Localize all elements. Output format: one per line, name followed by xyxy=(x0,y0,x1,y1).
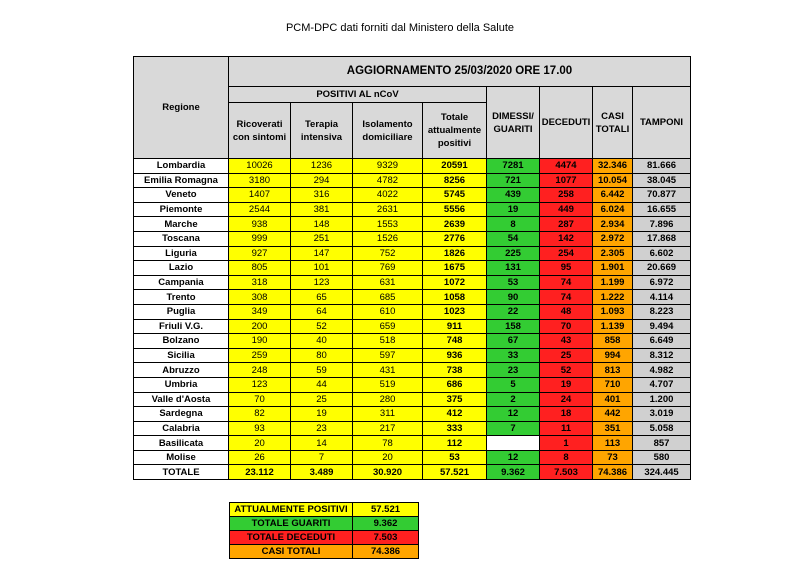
cell-regione: Emilia Romagna xyxy=(134,173,229,188)
cell-casi: 113 xyxy=(593,436,633,451)
cell-terapia: 101 xyxy=(291,261,353,276)
cell-casi: 1.139 xyxy=(593,319,633,334)
cell-dimessi: 19 xyxy=(487,202,540,217)
cell-tamponi: 9.494 xyxy=(633,319,691,334)
cell-isolamento: 1553 xyxy=(353,217,423,232)
source-caption: PCM-DPC dati forniti dal Ministero della Salute xyxy=(285,22,515,34)
cell-terapia: 65 xyxy=(291,290,353,305)
cell-terapia: 59 xyxy=(291,363,353,378)
cell-casi: 6.442 xyxy=(593,188,633,203)
cell-ricoverati: 308 xyxy=(229,290,291,305)
cell-tamponi: 38.045 xyxy=(633,173,691,188)
header-positivi: POSITIVI AL nCoV xyxy=(229,87,487,103)
cell-tamponi: 8.223 xyxy=(633,304,691,319)
cell-casi: 2.305 xyxy=(593,246,633,261)
cell-totale: 375 xyxy=(423,392,487,407)
cell-tamponi: 1.200 xyxy=(633,392,691,407)
cell-totale: 5745 xyxy=(423,188,487,203)
cell-deceduti: 11 xyxy=(540,421,593,436)
table-row xyxy=(134,348,691,363)
cell-dimessi: 12 xyxy=(487,407,540,422)
cell-totale: 748 xyxy=(423,334,487,349)
cell-ricoverati: 190 xyxy=(229,334,291,349)
summary-row xyxy=(230,545,419,559)
cell-tamponi: 3.019 xyxy=(633,407,691,422)
cell-deceduti: 142 xyxy=(540,231,593,246)
cell-tamponi: 6.602 xyxy=(633,246,691,261)
table-row xyxy=(134,363,691,378)
cell-ricoverati: 3180 xyxy=(229,173,291,188)
cell-totale: 2776 xyxy=(423,231,487,246)
cell-dimessi: 54 xyxy=(487,231,540,246)
cell-casi: 2.934 xyxy=(593,217,633,232)
cell-terapia: 294 xyxy=(291,173,353,188)
cell-totale: 1072 xyxy=(423,275,487,290)
table-row xyxy=(134,304,691,319)
cell-dimessi: 439 xyxy=(487,188,540,203)
cell-regione: Basilicata xyxy=(134,436,229,451)
cell-isolamento: 631 xyxy=(353,275,423,290)
cell-ricoverati: 259 xyxy=(229,348,291,363)
cell-tamponi: 70.877 xyxy=(633,188,691,203)
cell-ricoverati: 805 xyxy=(229,261,291,276)
cell-casi: 2.972 xyxy=(593,231,633,246)
cell-dimessi: 22 xyxy=(487,304,540,319)
cell-isolamento: 78 xyxy=(353,436,423,451)
table-row xyxy=(134,421,691,436)
table-row xyxy=(134,188,691,203)
cell-tamponi: 4.707 xyxy=(633,377,691,392)
summary-value: 7.503 xyxy=(353,531,419,545)
cell-deceduti: 19 xyxy=(540,377,593,392)
cell-casi: 858 xyxy=(593,334,633,349)
totale-isolamento: 30.920 xyxy=(353,465,423,480)
cell-terapia: 40 xyxy=(291,334,353,349)
cell-deceduti: 52 xyxy=(540,363,593,378)
table-row xyxy=(134,290,691,305)
cell-isolamento: 1526 xyxy=(353,231,423,246)
cell-terapia: 52 xyxy=(291,319,353,334)
table-row xyxy=(134,246,691,261)
cell-dimessi xyxy=(487,436,540,451)
cell-regione: Sicilia xyxy=(134,348,229,363)
cell-deceduti: 1 xyxy=(540,436,593,451)
cell-terapia: 14 xyxy=(291,436,353,451)
table-row xyxy=(134,275,691,290)
header-casi: CASI TOTALI xyxy=(593,87,633,159)
cell-casi: 73 xyxy=(593,450,633,465)
cell-terapia: 148 xyxy=(291,217,353,232)
table-row xyxy=(134,202,691,217)
cell-totale: 20591 xyxy=(423,159,487,174)
cell-tamponi: 17.868 xyxy=(633,231,691,246)
cell-deceduti: 70 xyxy=(540,319,593,334)
cell-regione: Calabria xyxy=(134,421,229,436)
totale-tamponi: 324.445 xyxy=(633,465,691,480)
header-terapia: Terapia intensiva xyxy=(291,103,353,159)
cell-dimessi: 23 xyxy=(487,363,540,378)
cell-totale: 8256 xyxy=(423,173,487,188)
cell-totale: 2639 xyxy=(423,217,487,232)
cell-ricoverati: 26 xyxy=(229,450,291,465)
header-regione: Regione xyxy=(134,57,229,159)
cell-dimessi: 2 xyxy=(487,392,540,407)
cell-regione: Sardegna xyxy=(134,407,229,422)
cell-terapia: 19 xyxy=(291,407,353,422)
cell-ricoverati: 938 xyxy=(229,217,291,232)
table-row xyxy=(134,392,691,407)
summary-label: TOTALE GUARITI xyxy=(230,517,353,531)
summary-value: 74.386 xyxy=(353,545,419,559)
cell-ricoverati: 248 xyxy=(229,363,291,378)
cell-dimessi: 7281 xyxy=(487,159,540,174)
cell-isolamento: 597 xyxy=(353,348,423,363)
cell-dimessi: 67 xyxy=(487,334,540,349)
header-ricoverati: Ricoverati con sintomi xyxy=(229,103,291,159)
cell-casi: 710 xyxy=(593,377,633,392)
cell-tamponi: 4.114 xyxy=(633,290,691,305)
cell-totale: 1058 xyxy=(423,290,487,305)
summary-value: 57.521 xyxy=(353,503,419,517)
cell-casi: 10.054 xyxy=(593,173,633,188)
cell-isolamento: 280 xyxy=(353,392,423,407)
cell-casi: 1.199 xyxy=(593,275,633,290)
cell-casi: 401 xyxy=(593,392,633,407)
cell-isolamento: 769 xyxy=(353,261,423,276)
totale-casi: 74.386 xyxy=(593,465,633,480)
totale-terapia: 3.489 xyxy=(291,465,353,480)
cell-totale: 5556 xyxy=(423,202,487,217)
cell-isolamento: 9329 xyxy=(353,159,423,174)
cell-isolamento: 752 xyxy=(353,246,423,261)
cell-dimessi: 90 xyxy=(487,290,540,305)
cell-tamponi: 6.972 xyxy=(633,275,691,290)
cell-totale: 53 xyxy=(423,450,487,465)
totale-row xyxy=(134,465,691,480)
cell-tamponi: 16.655 xyxy=(633,202,691,217)
cell-isolamento: 519 xyxy=(353,377,423,392)
cell-isolamento: 311 xyxy=(353,407,423,422)
cell-tamponi: 7.896 xyxy=(633,217,691,232)
table-row xyxy=(134,377,691,392)
cell-regione: Umbria xyxy=(134,377,229,392)
cell-terapia: 44 xyxy=(291,377,353,392)
cell-totale: 686 xyxy=(423,377,487,392)
cell-isolamento: 610 xyxy=(353,304,423,319)
cell-dimessi: 158 xyxy=(487,319,540,334)
cell-deceduti: 8 xyxy=(540,450,593,465)
cell-ricoverati: 93 xyxy=(229,421,291,436)
cell-isolamento: 431 xyxy=(353,363,423,378)
cell-isolamento: 4782 xyxy=(353,173,423,188)
cell-ricoverati: 927 xyxy=(229,246,291,261)
cell-dimessi: 721 xyxy=(487,173,540,188)
cell-deceduti: 95 xyxy=(540,261,593,276)
cell-ricoverati: 70 xyxy=(229,392,291,407)
cell-tamponi: 5.058 xyxy=(633,421,691,436)
cell-regione: Toscana xyxy=(134,231,229,246)
cell-totale: 1023 xyxy=(423,304,487,319)
summary-label: ATTUALMENTE POSITIVI xyxy=(230,503,353,517)
table-row xyxy=(134,334,691,349)
cell-deceduti: 4474 xyxy=(540,159,593,174)
cell-isolamento: 518 xyxy=(353,334,423,349)
cell-deceduti: 24 xyxy=(540,392,593,407)
table-row xyxy=(134,407,691,422)
table-row xyxy=(134,436,691,451)
cell-ricoverati: 20 xyxy=(229,436,291,451)
header-totale-positivi: Totale attualmente positivi xyxy=(423,103,487,159)
cell-terapia: 147 xyxy=(291,246,353,261)
cell-ricoverati: 123 xyxy=(229,377,291,392)
cell-regione: Lazio xyxy=(134,261,229,276)
cell-tamponi: 6.649 xyxy=(633,334,691,349)
cell-isolamento: 2631 xyxy=(353,202,423,217)
cell-totale: 738 xyxy=(423,363,487,378)
cell-casi: 1.093 xyxy=(593,304,633,319)
cell-totale: 1675 xyxy=(423,261,487,276)
table-row xyxy=(134,450,691,465)
cell-totale: 911 xyxy=(423,319,487,334)
summary-row xyxy=(230,517,419,531)
cell-totale: 936 xyxy=(423,348,487,363)
cell-ricoverati: 1407 xyxy=(229,188,291,203)
cell-regione: Liguria xyxy=(134,246,229,261)
cell-isolamento: 659 xyxy=(353,319,423,334)
cell-casi: 32.346 xyxy=(593,159,633,174)
summary-value: 9.362 xyxy=(353,517,419,531)
cell-terapia: 123 xyxy=(291,275,353,290)
header-deceduti: DECEDUTI xyxy=(540,87,593,159)
cell-terapia: 25 xyxy=(291,392,353,407)
totale-deceduti: 7.503 xyxy=(540,465,593,480)
cell-regione: Valle d'Aosta xyxy=(134,392,229,407)
table-row xyxy=(134,231,691,246)
cell-terapia: 1236 xyxy=(291,159,353,174)
totale-label: TOTALE xyxy=(134,465,229,480)
cell-totale: 412 xyxy=(423,407,487,422)
cell-casi: 351 xyxy=(593,421,633,436)
cell-deceduti: 74 xyxy=(540,275,593,290)
cell-casi: 813 xyxy=(593,363,633,378)
cell-deceduti: 48 xyxy=(540,304,593,319)
cell-dimessi: 53 xyxy=(487,275,540,290)
cell-regione: Lombardia xyxy=(134,159,229,174)
cell-dimessi: 7 xyxy=(487,421,540,436)
cell-tamponi: 580 xyxy=(633,450,691,465)
summary-label: CASI TOTALI xyxy=(230,545,353,559)
cell-regione: Trento xyxy=(134,290,229,305)
cell-totale: 112 xyxy=(423,436,487,451)
cell-ricoverati: 318 xyxy=(229,275,291,290)
cell-regione: Abruzzo xyxy=(134,363,229,378)
totale-ricoverati: 23.112 xyxy=(229,465,291,480)
cell-terapia: 381 xyxy=(291,202,353,217)
cell-terapia: 64 xyxy=(291,304,353,319)
cell-dimessi: 12 xyxy=(487,450,540,465)
cell-ricoverati: 200 xyxy=(229,319,291,334)
cell-dimessi: 225 xyxy=(487,246,540,261)
cell-isolamento: 217 xyxy=(353,421,423,436)
header-dimessi: DIMESSI/ GUARITI xyxy=(487,87,540,159)
cell-tamponi: 20.669 xyxy=(633,261,691,276)
summary-label: TOTALE DECEDUTI xyxy=(230,531,353,545)
cell-tamponi: 4.982 xyxy=(633,363,691,378)
cell-deceduti: 43 xyxy=(540,334,593,349)
totale-positivi: 57.521 xyxy=(423,465,487,480)
table-row xyxy=(134,173,691,188)
cell-regione: Campania xyxy=(134,275,229,290)
cell-tamponi: 857 xyxy=(633,436,691,451)
cell-deceduti: 258 xyxy=(540,188,593,203)
cell-isolamento: 20 xyxy=(353,450,423,465)
cell-deceduti: 74 xyxy=(540,290,593,305)
totale-dimessi: 9.362 xyxy=(487,465,540,480)
table-row xyxy=(134,319,691,334)
summary-table xyxy=(229,502,419,559)
cell-regione: Piemonte xyxy=(134,202,229,217)
table-row xyxy=(134,159,691,174)
summary-row xyxy=(230,503,419,517)
table-row xyxy=(134,261,691,276)
header-isolamento: Isolamento domiciliare xyxy=(353,103,423,159)
cell-isolamento: 4022 xyxy=(353,188,423,203)
cell-casi: 442 xyxy=(593,407,633,422)
cell-ricoverati: 82 xyxy=(229,407,291,422)
update-title: AGGIORNAMENTO 25/03/2020 ORE 17.00 xyxy=(229,57,691,87)
cell-totale: 333 xyxy=(423,421,487,436)
cell-ricoverati: 349 xyxy=(229,304,291,319)
cell-regione: Molise xyxy=(134,450,229,465)
cell-deceduti: 254 xyxy=(540,246,593,261)
cell-regione: Friuli V.G. xyxy=(134,319,229,334)
header-tamponi: TAMPONI xyxy=(633,87,691,159)
cell-regione: Bolzano xyxy=(134,334,229,349)
cell-ricoverati: 10026 xyxy=(229,159,291,174)
cell-tamponi: 81.666 xyxy=(633,159,691,174)
cell-terapia: 251 xyxy=(291,231,353,246)
cell-casi: 1.901 xyxy=(593,261,633,276)
cell-terapia: 316 xyxy=(291,188,353,203)
summary-row xyxy=(230,531,419,545)
cell-terapia: 80 xyxy=(291,348,353,363)
cell-dimessi: 8 xyxy=(487,217,540,232)
table-row xyxy=(134,217,691,232)
cell-deceduti: 287 xyxy=(540,217,593,232)
cell-ricoverati: 2544 xyxy=(229,202,291,217)
cell-deceduti: 25 xyxy=(540,348,593,363)
cell-casi: 994 xyxy=(593,348,633,363)
cell-deceduti: 1077 xyxy=(540,173,593,188)
cell-dimessi: 33 xyxy=(487,348,540,363)
cell-isolamento: 685 xyxy=(353,290,423,305)
cell-totale: 1826 xyxy=(423,246,487,261)
cell-dimessi: 5 xyxy=(487,377,540,392)
cell-terapia: 7 xyxy=(291,450,353,465)
cell-casi: 1.222 xyxy=(593,290,633,305)
cell-casi: 6.024 xyxy=(593,202,633,217)
cell-regione: Marche xyxy=(134,217,229,232)
cell-regione: Veneto xyxy=(134,188,229,203)
cell-deceduti: 18 xyxy=(540,407,593,422)
cell-terapia: 23 xyxy=(291,421,353,436)
cell-tamponi: 8.312 xyxy=(633,348,691,363)
cell-ricoverati: 999 xyxy=(229,231,291,246)
cell-deceduti: 449 xyxy=(540,202,593,217)
cell-regione: Puglia xyxy=(134,304,229,319)
covid-regions-table xyxy=(133,56,691,480)
cell-dimessi: 131 xyxy=(487,261,540,276)
